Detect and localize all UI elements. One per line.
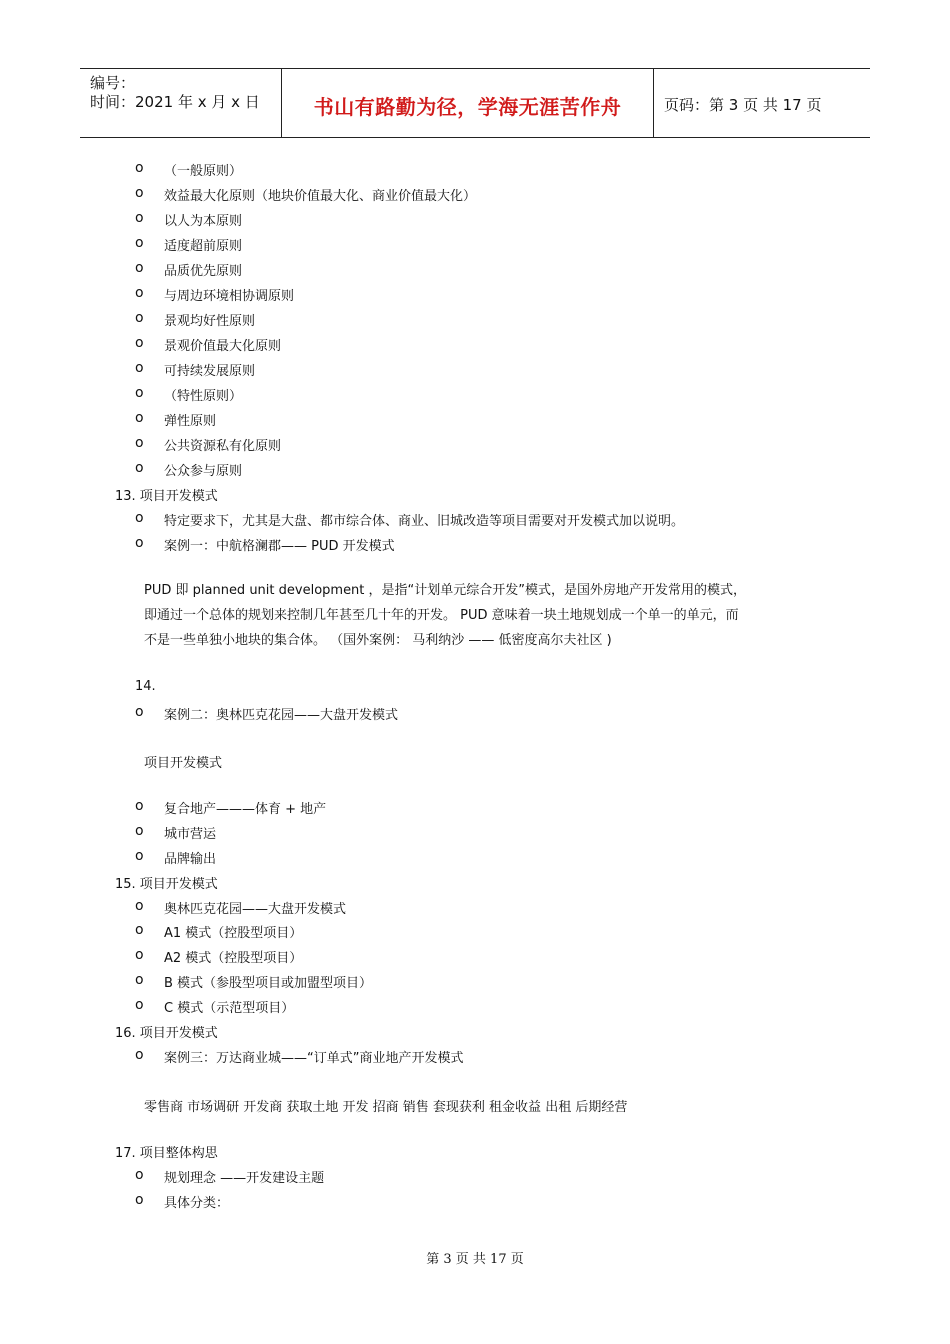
bullet: o [135,285,144,301]
header-motto-cell [282,69,654,137]
bullet: o [135,510,144,526]
list-item: 特定要求下，尤其是大盘、都市综合体、商业、旧城改造等项目需要对开发模式加以说明。 [164,514,685,529]
page-footer: 第 3 页 共 17 页 [426,1252,524,1267]
list-item: 景观价值最大化原则 [164,339,282,354]
list-item: C 模式（示范型项目） [164,1001,295,1016]
header-info-cell [80,69,282,137]
header-page-cell [654,69,870,137]
bullet: o [135,947,144,963]
bullet: o [135,410,144,426]
bullet: o [135,260,144,276]
pud-paragraph [144,578,746,653]
bullet: o [135,210,144,226]
header-motto: 书山有路勤为径，学海无涯苦作舟 [313,95,622,119]
list-item: 奥林匹克花园——大盘开发模式 [164,902,347,917]
list-item: 景观均好性原则 [164,314,256,329]
list-item: A2 模式（控股型项目） [164,951,303,966]
bullet: o [135,972,144,988]
section-17-heading: 17. 项目整体构思 [115,1146,218,1161]
list-item: 公众参与原则 [164,464,243,479]
bullet: o [135,1192,144,1208]
list-item: 复合地产———体育 + 地产 [164,802,327,817]
section-13-heading: 13. 项目开发模式 [115,489,218,504]
list-item: B 模式（参股型项目或加盟型项目） [164,976,373,991]
paragraph-line: 即通过一个总体的规划来控制几年甚至几十年的开发。 PUD 意味着一块土地规划成一个单一的单元，而 [144,608,739,623]
list-item: 品质优先原则 [164,264,243,279]
bullet: o [135,1047,144,1063]
list-item: 以人为本原则 [164,214,243,229]
bullet: o [135,704,144,720]
subheading: 项目开发模式 [144,756,223,771]
list-item: 可持续发展原则 [164,364,256,379]
bullet: o [135,335,144,351]
list-item: 案例三：万达商业城——“订单式”商业地产开发模式 [164,1051,464,1066]
bullet: o [135,823,144,839]
list-item: 与周边环境相协调原则 [164,289,295,304]
list-item: 弹性原则 [164,414,217,429]
list-item: 适度超前原则 [164,239,243,254]
process-chain: 零售商 市场调研 开发商 获取土地 开发 招商 销售 套现获利 租金收益 出租 后期经营 [144,1100,628,1115]
list-item: A1 模式（控股型项目） [164,926,303,941]
bullet: o [135,160,144,176]
bullet: o [135,997,144,1013]
bullet: o [135,848,144,864]
list-item: 城市营运 [164,827,217,842]
bullet: o [135,360,144,376]
header-time-label: 时间：2021 年 x 月 x 日 [90,93,260,111]
bullet: o [135,535,144,551]
header-number-label: 编号： [90,74,136,92]
bullet: o [135,898,144,914]
paragraph-line: PUD 即 planned unit development ，是指“计划单元综合开发”模式，是国外房地产开发常用的模式， [144,583,746,598]
bullet: o [135,798,144,814]
paragraph-line: 不是一些单独小地块的集合体。 （国外案例： 马利纳沙 —— 低密度高尔夫社区 ) [144,633,612,648]
list-item: （一般原则） [164,164,243,179]
bullet: o [135,460,144,476]
page-header [80,68,870,138]
section-14-heading: 14. [135,679,156,694]
list-item: 具体分类： [164,1196,230,1211]
bullet: o [135,310,144,326]
list-item: 效益最大化原则（地块价值最大化、商业价值最大化） [164,189,477,204]
bullet: o [135,385,144,401]
list-item: 规划理念 ——开发建设主题 [164,1171,325,1186]
list-item: 案例一：中航格澜郡—— PUD 开发模式 [164,539,395,554]
bullet: o [135,185,144,201]
list-item: 公共资源私有化原则 [164,439,282,454]
bullet: o [135,922,144,938]
list-item: 案例二：奥林匹克花园——大盘开发模式 [164,708,399,723]
list-item: （特性原则） [164,389,243,404]
list-item: 品牌输出 [164,852,217,867]
bullet: o [135,235,144,251]
section-15-heading: 15. 项目开发模式 [115,877,218,892]
header-page-label: 页码：第 3 页 共 17 页 [664,96,822,114]
bullet: o [135,1167,144,1183]
section-16-heading: 16. 项目开发模式 [115,1026,218,1041]
bullet: o [135,435,144,451]
